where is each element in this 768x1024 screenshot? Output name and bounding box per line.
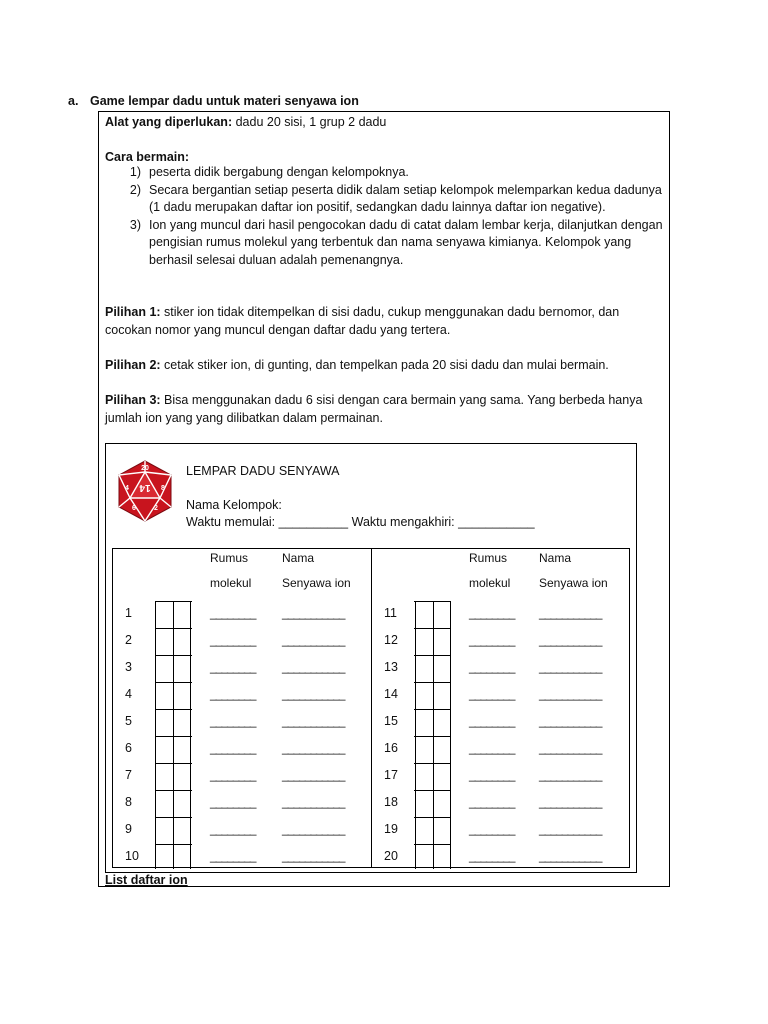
formula-blank[interactable]: ________	[210, 633, 256, 647]
formula-blank[interactable]: ________	[469, 714, 515, 728]
ion-cell-rule	[414, 817, 451, 818]
row-number: 7	[125, 768, 132, 782]
compound-name-blank[interactable]: ___________	[282, 660, 345, 674]
table-row	[372, 628, 630, 655]
compound-name-blank[interactable]: ___________	[282, 849, 345, 863]
table-row	[372, 736, 630, 763]
header-senyawa-ion: Senyawa ion	[539, 576, 608, 590]
ion-cell-rule	[414, 628, 451, 629]
section-marker: a.	[68, 94, 79, 108]
dice-face-number: 6	[132, 505, 136, 512]
formula-blank[interactable]: ________	[210, 660, 256, 674]
table-row	[372, 790, 630, 817]
dice-face-number: 4	[125, 485, 129, 492]
row-number: 18	[384, 795, 398, 809]
table-row	[372, 817, 630, 844]
row-number: 3	[125, 660, 132, 674]
table-row	[113, 709, 371, 736]
dice-face-number: 20	[141, 465, 149, 472]
compound-name-blank[interactable]: ___________	[539, 849, 602, 863]
formula-blank[interactable]: ________	[210, 714, 256, 728]
table-row	[372, 655, 630, 682]
step-number: 3)	[129, 217, 141, 232]
ion-cell-rule	[155, 817, 192, 818]
rule-step	[105, 217, 665, 270]
row-number: 11	[384, 606, 397, 620]
grid-right-half	[372, 549, 630, 867]
header-rumus: Rumus	[210, 551, 249, 565]
answer-grid	[112, 548, 630, 868]
compound-name-blank[interactable]: ___________	[282, 795, 345, 809]
row-number: 13	[384, 660, 398, 674]
compound-name-blank[interactable]: ___________	[282, 687, 345, 701]
option-2	[105, 357, 609, 375]
table-row	[113, 601, 371, 628]
ion-cell-rule	[414, 655, 451, 656]
row-number: 14	[384, 687, 398, 701]
time-line: Waktu memulai: __________ Waktu mengakhiri: ___________	[186, 515, 535, 529]
table-row	[372, 682, 630, 709]
compound-name-blank[interactable]: ___________	[539, 606, 602, 620]
compound-name-blank[interactable]: ___________	[282, 822, 345, 836]
formula-blank[interactable]: ________	[210, 687, 256, 701]
worksheet	[105, 443, 637, 873]
ion-cell-rule	[414, 709, 451, 710]
formula-blank[interactable]: ________	[469, 768, 515, 782]
compound-name-blank[interactable]: ___________	[539, 768, 602, 782]
table-row	[113, 736, 371, 763]
option-1	[105, 304, 619, 339]
group-name-label: Nama Kelompok:	[186, 498, 282, 512]
table-row	[113, 655, 371, 682]
header-rumus: Rumus	[469, 551, 508, 565]
compound-name-blank[interactable]: ___________	[282, 714, 345, 728]
formula-blank[interactable]: ________	[469, 741, 515, 755]
row-number: 2	[125, 633, 132, 647]
tools-line	[105, 114, 386, 132]
row-number: 6	[125, 741, 132, 755]
row-number: 5	[125, 714, 132, 728]
table-row	[113, 817, 371, 844]
formula-blank[interactable]: ________	[469, 633, 515, 647]
section-title: Game lempar dadu untuk materi senyawa ion	[90, 94, 359, 108]
ion-cell-rule	[155, 736, 192, 737]
option-text: cetak stiker ion, di gunting, dan tempelkan pada 20 sisi dadu dan mulai bermain.	[160, 358, 609, 372]
table-row	[113, 682, 371, 709]
formula-blank[interactable]: ________	[469, 795, 515, 809]
table-row	[372, 601, 630, 628]
formula-blank[interactable]: ________	[210, 768, 256, 782]
compound-name-blank[interactable]: ___________	[539, 714, 602, 728]
row-number: 12	[384, 633, 398, 647]
header-nama: Nama	[539, 551, 572, 565]
table-row	[113, 763, 371, 790]
compound-name-blank[interactable]: ___________	[282, 768, 345, 782]
step-number: 1)	[129, 165, 141, 179]
header-molekul: molekul	[469, 576, 511, 590]
row-number: 1	[125, 606, 132, 620]
d20-dice-icon	[114, 458, 176, 524]
ion-cell-rule	[155, 601, 192, 602]
option-text-cont: cocokan nomor yang muncul dengan daftar dadu yang tertera.	[105, 322, 451, 337]
table-row	[113, 790, 371, 817]
ion-cell-rule	[155, 628, 192, 629]
table-row	[372, 763, 630, 790]
tools-label: Alat yang diperlukan:	[105, 115, 233, 129]
option-text-cont: jumlah ion yang yang dilibatkan dalam permainan.	[105, 410, 383, 425]
ion-cell-rule	[414, 790, 451, 791]
dice-face-number: 8	[161, 485, 165, 492]
ion-cell-rule	[414, 763, 451, 764]
step-number: 2)	[129, 182, 141, 197]
ion-cell-rule	[155, 763, 192, 764]
table-row	[113, 628, 371, 655]
table-row	[372, 844, 630, 871]
rules-list	[105, 164, 665, 269]
formula-blank[interactable]: ________	[469, 606, 515, 620]
compound-name-blank[interactable]: ___________	[282, 606, 345, 620]
step-text: Ion yang muncul dari hasil pengocokan dadu di catat dalam lembar kerja, dilanjutkan dengan pengisian rumus molekul yang terbentuk dan nama senyawa kimianya. Kelompok yang berhasil selesai duluan adalah pemenangnya.	[149, 217, 663, 267]
worksheet-title: LEMPAR DADU SENYAWA	[186, 464, 340, 478]
compound-name-blank[interactable]: ___________	[539, 822, 602, 836]
formula-blank[interactable]: ________	[210, 606, 256, 620]
formula-blank[interactable]: ________	[210, 822, 256, 836]
row-number: 15	[384, 714, 398, 728]
option-text: Bisa menggunakan dadu 6 sisi dengan cara bermain yang sama. Yang berbeda hanya	[160, 393, 643, 407]
option-label: Pilihan 3:	[105, 393, 161, 407]
step-text: peserta didik bergabung dengan kelompoknya.	[149, 165, 409, 179]
formula-blank[interactable]: ________	[469, 687, 515, 701]
ion-cell-rule	[155, 844, 192, 845]
compound-name-blank[interactable]: ___________	[539, 795, 602, 809]
header-senyawa-ion: Senyawa ion	[282, 576, 351, 590]
table-row	[372, 709, 630, 736]
row-number: 8	[125, 795, 132, 809]
option-label: Pilihan 1:	[105, 305, 161, 319]
ion-cell-rule	[155, 790, 192, 791]
ion-cell-rule	[155, 655, 192, 656]
dice-face-number: 2	[154, 505, 158, 512]
dice-face-number: 14	[139, 482, 151, 493]
ion-cell-rule	[155, 709, 192, 710]
ion-list-link[interactable]: List daftar ion	[105, 873, 188, 887]
step-text: Secara bergantian setiap peserta didik dalam setiap kelompok melemparkan kedua dadunya (1 dadu merupakan daftar ion positif, sedangkan dadu lainnya daftar ion negative).	[149, 182, 662, 214]
rules-label: Cara bermain:	[105, 150, 190, 164]
instructions-box	[98, 111, 670, 887]
header-molekul: molekul	[210, 576, 252, 590]
ion-cell-rule	[414, 601, 451, 602]
compound-name-blank[interactable]: ___________	[539, 741, 602, 755]
formula-blank[interactable]: ________	[469, 660, 515, 674]
row-number: 19	[384, 822, 398, 836]
compound-name-blank[interactable]: ___________	[539, 687, 602, 701]
ion-cell-rule	[414, 736, 451, 737]
compound-name-blank[interactable]: ___________	[282, 741, 345, 755]
option-3	[105, 392, 642, 427]
header-nama: Nama	[282, 551, 315, 565]
option-text: stiker ion tidak ditempelkan di sisi dadu, cukup menggunakan dadu bernomor, dan	[160, 305, 620, 319]
ion-cell-rule	[155, 682, 192, 683]
row-number: 9	[125, 822, 132, 836]
formula-blank[interactable]: ________	[210, 741, 256, 755]
formula-blank[interactable]: ________	[469, 849, 515, 863]
section-heading	[68, 94, 359, 108]
formula-blank[interactable]: ________	[210, 849, 256, 863]
ion-cell-rule	[414, 682, 451, 683]
row-number: 17	[384, 768, 398, 782]
rule-step	[105, 182, 665, 217]
compound-name-blank[interactable]: ___________	[539, 633, 602, 647]
table-row	[113, 844, 371, 871]
ion-cell-rule	[414, 844, 451, 845]
row-number: 10	[125, 849, 139, 863]
formula-blank[interactable]: ________	[469, 822, 515, 836]
row-number: 4	[125, 687, 132, 701]
rule-step	[105, 164, 665, 182]
row-number: 16	[384, 741, 398, 755]
grid-left-half	[113, 549, 371, 867]
option-label: Pilihan 2:	[105, 358, 161, 372]
row-number: 20	[384, 849, 398, 863]
compound-name-blank[interactable]: ___________	[282, 633, 345, 647]
tools-value: dadu 20 sisi, 1 grup 2 dadu	[232, 115, 387, 129]
compound-name-blank[interactable]: ___________	[539, 660, 602, 674]
formula-blank[interactable]: ________	[210, 795, 256, 809]
